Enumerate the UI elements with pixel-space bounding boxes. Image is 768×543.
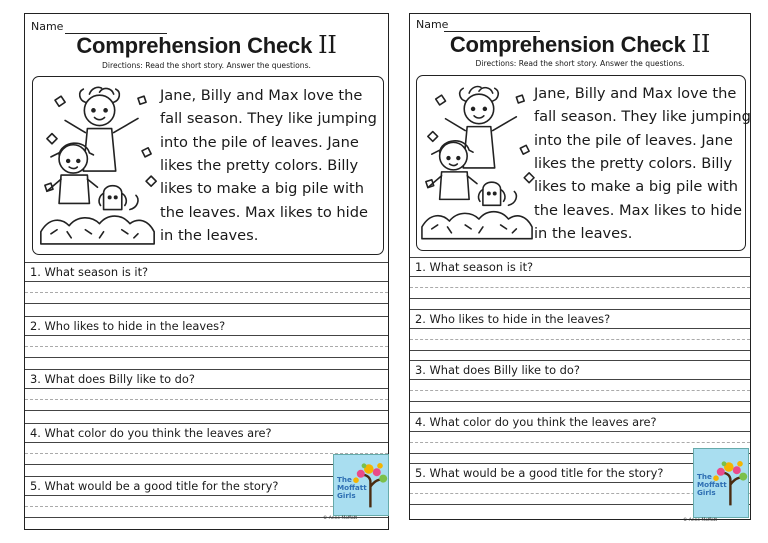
question-base-rule — [25, 281, 388, 282]
question-5: 5. What would be a good title for the story? — [30, 479, 279, 493]
copyright-credit: © Anne Moffatt — [323, 516, 358, 521]
title-text: Comprehension Check — [449, 32, 686, 57]
answer-write-line[interactable] — [410, 298, 750, 299]
directions-text: Directions: Read the short story. Answer the questions. — [475, 59, 685, 68]
question-top-rule — [25, 369, 388, 370]
story-line: likes to make a big pile with — [160, 180, 365, 198]
story-line: into the pile of leaves. Jane — [534, 131, 733, 149]
answer-write-line[interactable] — [25, 410, 388, 411]
directions-text: Directions: Read the short story. Answer the questions. — [102, 61, 311, 70]
question-5: 5. What would be a good title for the story? — [415, 466, 664, 480]
kids-with-leaves-illustration — [35, 80, 160, 252]
story-line: the leaves. Max likes to hide — [534, 201, 742, 219]
title-numeral: II — [318, 31, 337, 59]
kids-with-leaves-illustration — [418, 79, 536, 247]
answer-write-line[interactable] — [410, 401, 750, 402]
question-base-rule — [25, 388, 388, 389]
answer-write-line[interactable] — [25, 303, 388, 304]
worksheet-left — [24, 13, 389, 530]
title-numeral: II — [691, 30, 711, 58]
worksheet-right — [409, 13, 751, 523]
answer-guide-line — [410, 442, 750, 443]
question-base-rule — [410, 379, 750, 380]
answer-write-line[interactable] — [25, 357, 388, 358]
question-top-rule — [25, 423, 388, 424]
question-base-rule — [410, 431, 750, 432]
answer-guide-line — [410, 339, 750, 340]
answer-guide-line — [25, 346, 388, 347]
story-line: the leaves. Max likes to hide — [160, 203, 368, 221]
question-base-rule — [410, 276, 750, 277]
story-line: likes the pretty colors. Billy — [160, 156, 359, 174]
question-top-rule — [410, 257, 750, 258]
question-1: 1. What season is it? — [30, 265, 149, 279]
story-line: into the pile of leaves. Jane — [160, 133, 359, 151]
name-label: Name — [31, 20, 64, 33]
answer-guide-line — [25, 292, 388, 293]
question-top-rule — [25, 316, 388, 317]
worksheet-title — [410, 30, 750, 58]
story-line: Jane, Billy and Max love the — [534, 85, 737, 102]
story-line: Jane, Billy and Max love the — [160, 87, 363, 104]
story-line: fall season. They like jumping — [160, 110, 377, 128]
story-line: in the leaves. — [534, 224, 633, 242]
question-1: 1. What season is it? — [415, 260, 534, 274]
story-line: in the leaves. — [160, 226, 259, 244]
moffatt-girls-logo — [333, 454, 389, 516]
question-4: 4. What color do you think the leaves are? — [30, 425, 272, 440]
worksheet-title — [25, 31, 388, 59]
moffatt-girls-logo — [693, 448, 749, 518]
question-4: 4. What color do you think the leaves are? — [415, 414, 657, 429]
story-line: likes the pretty colors. Billy — [534, 154, 733, 172]
story-line: likes to make a big pile with — [534, 178, 739, 196]
answer-guide-line — [410, 287, 750, 288]
question-base-rule — [410, 328, 750, 329]
title-text: Comprehension Check — [76, 33, 313, 58]
question-base-rule — [25, 442, 388, 443]
answer-guide-line — [25, 399, 388, 400]
question-2: 2. Who likes to hide in the leaves? — [30, 318, 226, 333]
name-label: Name — [416, 18, 449, 31]
copyright-credit: © Anne Moffatt — [683, 518, 718, 523]
story-line: fall season. They like jumping — [534, 108, 751, 126]
question-top-rule — [410, 309, 750, 310]
logo-text: The Moffatt Girls — [337, 475, 367, 500]
question-top-rule — [410, 360, 750, 361]
answer-guide-line — [410, 390, 750, 391]
question-top-rule — [410, 412, 750, 413]
question-top-rule — [25, 262, 388, 263]
logo-text: The Moffatt Girls — [697, 471, 727, 497]
question-3: 3. What does Billy like to do? — [30, 372, 195, 386]
question-base-rule — [25, 335, 388, 336]
answer-write-line[interactable] — [410, 350, 750, 351]
question-3: 3. What does Billy like to do? — [415, 363, 580, 377]
question-2: 2. Who likes to hide in the leaves? — [415, 311, 611, 326]
